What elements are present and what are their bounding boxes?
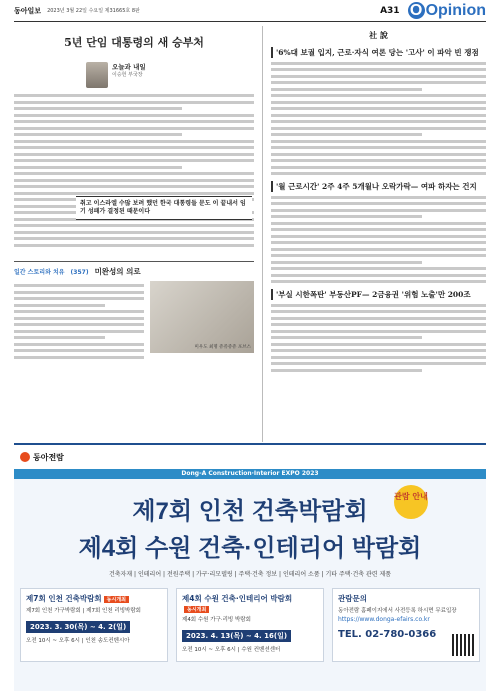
column-title: 5년 단임 대통령의 새 승부처: [64, 36, 204, 49]
paper-logo: 동아일보: [14, 6, 42, 15]
opinion-body: [14, 26, 486, 442]
series-kicker: 일간 스토리와 치유: [14, 268, 65, 276]
artwork-caption: 미우도 최명 쥬쥬쥬쥬 포브스: [194, 344, 251, 350]
card-heading: 제4회 수원 건축·인테리어 박람회동시개최: [182, 594, 293, 613]
left-column: [14, 26, 254, 442]
masthead: [14, 0, 486, 22]
incheon-card: [20, 588, 168, 662]
editorial-kicker: 社 說: [369, 30, 388, 40]
page-number: A31: [380, 5, 400, 16]
section-title: O Opinion: [408, 2, 486, 20]
section-o-icon: O: [408, 2, 425, 19]
suwon-card: [176, 588, 324, 662]
card-tag: 동시개최: [104, 596, 129, 603]
pull-quote: 취고 이스라엘 수많 보려 했던 한국 대통령들 문도 이 끝내서 임기 성패가 결정된 때문이다: [76, 196, 252, 220]
card-place: 오전 10시 ~ 오후 6시 | 인천 송도컨벤시아: [26, 638, 130, 644]
author-name: 이승헌 부국장: [112, 72, 143, 78]
card-line: 동아전람 홈페이지에서 사전등록 하시면 무료입장: [338, 608, 457, 614]
admission-badge: 관람 안내: [394, 485, 428, 519]
ad-band: Dong-A Construction·Interior EXPO 2023: [14, 469, 486, 479]
card-line: 제7회 인천 가구박람회 | 제7회 인천 리빙박람회: [26, 608, 141, 614]
card-dates: 2023. 4. 13(목) ~ 4. 16(일): [182, 630, 291, 642]
series-artwork: [150, 281, 254, 353]
card-tag: 동시개최: [184, 606, 209, 613]
incheon-expo-title: 제7회 인천 건축박람회: [132, 498, 368, 525]
byline: [86, 62, 254, 88]
series-article: [14, 261, 254, 363]
author-photo: [86, 62, 108, 88]
editorial-headline-1: '6%대 보궐 입지, 근로·자식 여론 당는 '고사' 이 파악 빈 쟁점: [271, 47, 486, 58]
ad-categories: 건축자재 | 인테리어 | 전원주택 | 가구·리모델링 | 주택·건축 정보 | 인테리어 소품 | 기타 주택·건축 관련 제품: [108, 571, 392, 578]
donga-expo-logo: 동아전람: [20, 452, 64, 463]
card-dates: 2023. 3. 30(목) ~ 4. 2(일): [26, 621, 130, 633]
column-name: 오늘과 내일: [112, 63, 146, 71]
series-title: 미완성의 의로: [94, 266, 141, 276]
expo-advertisement: [14, 443, 486, 691]
website-link[interactable]: https://www.donga-efairs.co.kr: [338, 616, 430, 623]
ad-header: [14, 445, 486, 469]
series-number: (357): [70, 268, 89, 276]
editorial-headline-2: '월 근로시간' 2주 4주 5개월나 오락가락— 여파 하자는 건지: [271, 181, 486, 192]
editorial-column: [262, 26, 486, 442]
card-place: 오전 10시 ~ 오후 6시 | 수원 컨벤션센터: [182, 647, 281, 653]
column-text: [14, 94, 254, 247]
series-text: [14, 281, 144, 363]
card-heading: 제7회 인천 건축박람회 동시개최: [26, 593, 162, 604]
ad-cards: [20, 588, 480, 662]
editorial-headline-3: '부실 시한폭탄' 부동산PF— 2금융권 '위험 노출'만 200조: [271, 289, 486, 300]
qr-code-icon: [452, 634, 474, 656]
inquiry-card: [332, 588, 480, 662]
card-line: 제4회 수원 가구·리빙 박람회: [182, 617, 251, 623]
issue-date: 2023년 3월 22일 수요일 제31665호 8판: [47, 8, 140, 14]
card-heading: 관람문의: [338, 594, 367, 603]
suwon-expo-title: 제4회 수원 건축·인테리어 박람회: [78, 535, 422, 562]
phone-number: TEL. 02-780-0366: [338, 629, 437, 640]
logo-circle-icon: [20, 452, 30, 462]
